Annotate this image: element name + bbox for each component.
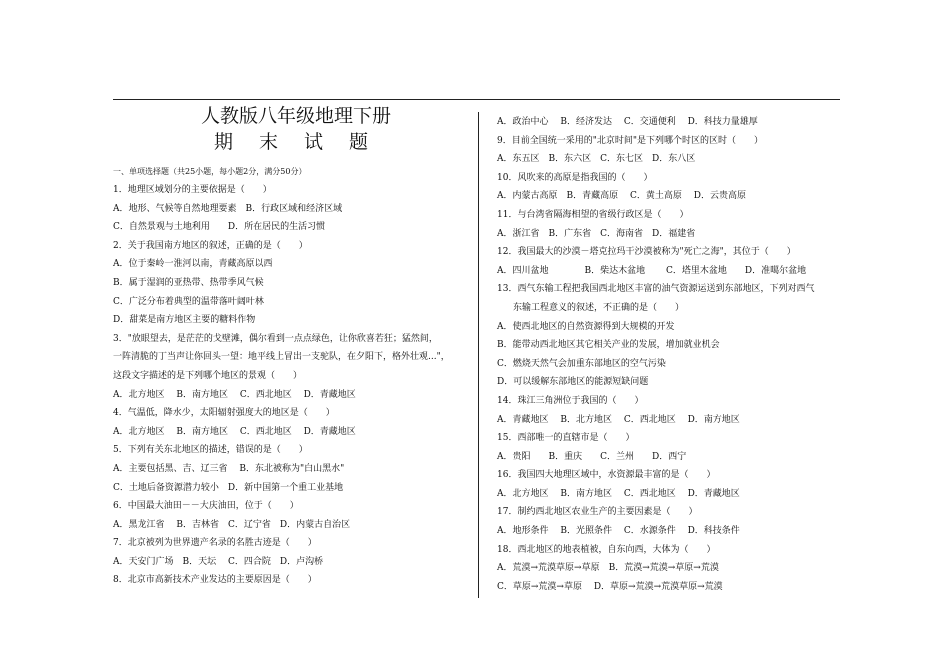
question-line: 8．北京市高新技术产业发达的主要原因是（ ） bbox=[113, 575, 317, 586]
question-line: 一阵清脆的丁当声让你回头一望：地平线上冒出一支驼队，在夕阳下，格外壮观..."， bbox=[113, 352, 450, 363]
option-line: C．燃烧天然气会加重东部地区的空气污染 bbox=[497, 358, 666, 369]
question-line: 这段文字描述的是下列哪个地区的景观（ ） bbox=[113, 370, 303, 381]
option-line: A．使西北地区的自然资源得到大规模的开发 bbox=[497, 321, 675, 332]
section-heading: 一、单项选择题（共25小题，每小题2分，满分50分） bbox=[113, 167, 307, 176]
page-subtitle: 期 末 试 题 bbox=[213, 131, 379, 153]
option-line: A．北方地区 B．南方地区 C．西北地区 D．青藏地区 bbox=[113, 426, 356, 437]
question-line: 17．制约西北地区农业生产的主要因素是（ ） bbox=[497, 507, 698, 518]
question-line: 14．珠江三角洲位于我国的（ ） bbox=[497, 395, 644, 406]
question-line: 15．西部唯一的直辖市是（ ） bbox=[497, 433, 635, 444]
question-line: 5．下列有关东北地区的描述，错误的是（ ） bbox=[113, 445, 308, 456]
option-line: A．四川盆地 B．柴达木盆地 C．塔里木盆地 D．准噶尔盆地 bbox=[497, 265, 807, 276]
question-line: 东输工程意义的叙述，不正确的是（ ） bbox=[513, 302, 685, 313]
option-line: A．政治中心 B．经济发达 C．交通便利 D．科技力量雄厚 bbox=[497, 117, 758, 127]
option-line: A．北方地区 B．南方地区 C．西北地区 D．青藏地区 bbox=[113, 389, 356, 400]
column-divider bbox=[478, 112, 479, 598]
question-line: 18．西北地区的地表植被，自东向西，大体为（ ） bbox=[497, 544, 716, 555]
question-line: 9．目前全国统一采用的"北京时间"是下列哪个时区的区时（ ） bbox=[497, 135, 764, 146]
option-line: D．可以缓解东部地区的能源短缺问题 bbox=[497, 377, 649, 388]
question-line: 16．我国四大地理区域中，水资源最丰富的是（ ） bbox=[497, 470, 716, 481]
option-line: C．广泛分布着典型的温带落叶阔叶林 bbox=[113, 296, 264, 307]
option-line: A．北方地区 B．南方地区 C．西北地区 D．青藏地区 bbox=[497, 488, 740, 499]
option-line: A．位于秦岭一淮河以南，青藏高原以西 bbox=[113, 259, 273, 270]
question-line: 12．我国最大的沙漠－塔克拉玛干沙漠被称为"死亡之海"，其位于（ ） bbox=[497, 247, 796, 258]
top-rule bbox=[113, 99, 840, 100]
question-line: 1．地理区域划分的主要依据是（ ） bbox=[113, 185, 272, 195]
option-line: C．土地后备资源潜力较小 D．新中国第一个重工业基地 bbox=[113, 482, 344, 493]
option-line: A．地形条件 B．光照条件 C．水源条件 D．科技条件 bbox=[497, 526, 740, 537]
option-line: A．青藏地区 B．北方地区 C．西北地区 D．南方地区 bbox=[497, 414, 740, 425]
left-column bbox=[113, 164, 475, 590]
question-line: 3．"放眼望去，是茫茫的戈壁滩，偶尔看到一点点绿色，让你欣喜若狂；猛然间， bbox=[113, 333, 438, 344]
option-line: A．黑龙江省 B．吉林省 C．辽宁省 D．内蒙古自治区 bbox=[113, 519, 351, 530]
option-line: B．能带动西北地区其它相关产业的发展，增加就业机会 bbox=[497, 340, 720, 351]
option-line: D．甜菜是南方地区主要的糖料作物 bbox=[113, 315, 256, 326]
right-column bbox=[497, 113, 842, 596]
option-line: A．主要包括黑、吉、辽三省 B．东北被称为"白山黑水" bbox=[113, 463, 345, 474]
option-line: A．贵阳 B．重庆 C．兰州 D．西宁 bbox=[497, 451, 687, 462]
question-line: 10．风吹来的高原是指我国的（ ） bbox=[497, 172, 653, 183]
question-line: 6．中国最大油田－－大庆油田，位于（ ） bbox=[113, 501, 299, 512]
question-line: 4．气温低，降水少，太阳辐射强度大的地区是（ ） bbox=[113, 408, 335, 419]
page-title: 人教版八年级地理下册 bbox=[200, 105, 391, 127]
question-line: 11．与台湾省隔海相望的省级行政区是（ ） bbox=[497, 209, 689, 220]
option-line: A．东五区 B．东六区 C．东七区 D．东八区 bbox=[497, 154, 696, 165]
option-line: A．浙江省 B．广东省 C．海南省 D．福建省 bbox=[497, 228, 696, 239]
option-line: A．天安门广场 B．天坛 C．四合院 D．卢沟桥 bbox=[113, 556, 324, 567]
option-line: A．荒漠→荒漠草原→草原 B．荒漠→荒漠→草原→荒漠 bbox=[497, 563, 719, 574]
option-line: C．草原→荒漠→草原 D．草原→荒漠→荒漠草原→荒漠 bbox=[497, 581, 723, 592]
option-line: C．自然景观与土地利用 D．所在居民的生活习惯 bbox=[113, 222, 326, 233]
question-line: 2．关于我国南方地区的叙述，正确的是（ ） bbox=[113, 240, 308, 251]
option-line: A．内蒙古高原 B．青藏高原 C．黄土高原 D．云贵高原 bbox=[497, 191, 746, 202]
option-line: B．属于湿润的亚热带、热带季风气候 bbox=[113, 277, 264, 288]
question-line: 13．西气东输工程把我国西北地区丰富的油气资源运送到东部地区，下列对西气 bbox=[497, 284, 815, 295]
option-line: A．地形、气候等自然地理要素 B．行政区域和经济区域 bbox=[113, 203, 343, 214]
question-line: 7．北京被列为世界遗产名录的名胜古迹是（ ） bbox=[113, 538, 317, 549]
